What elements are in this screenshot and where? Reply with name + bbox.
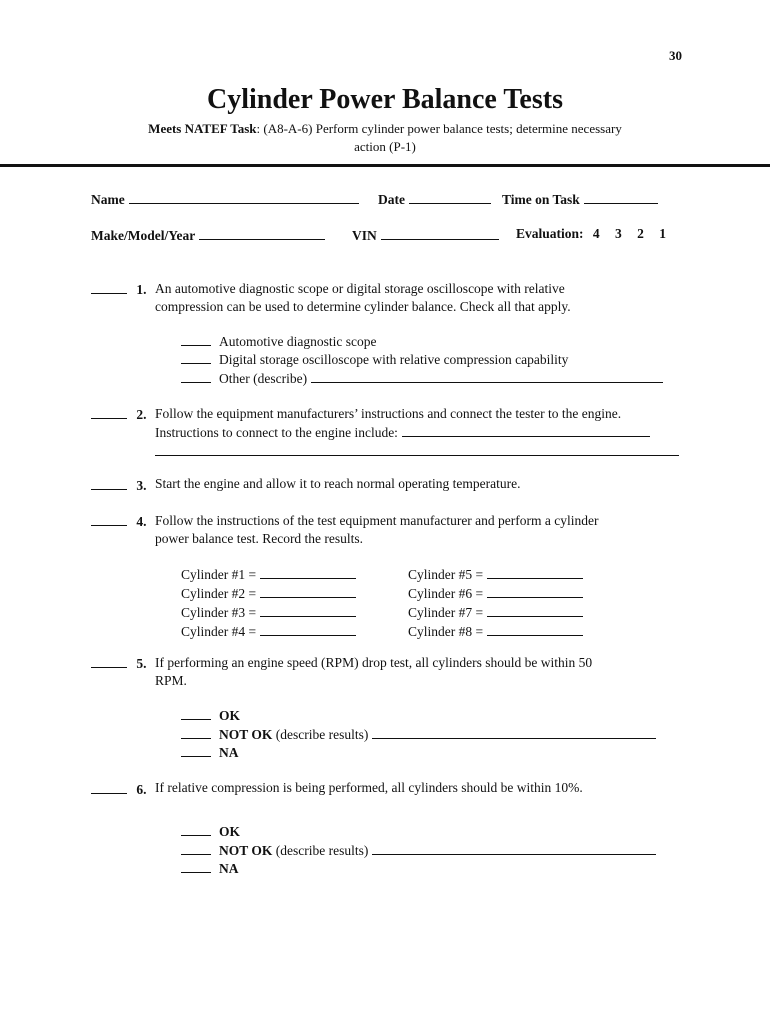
vin-input-line[interactable] — [381, 226, 499, 240]
question-1-number — [91, 280, 147, 298]
instructions-line-1[interactable] — [402, 423, 650, 437]
question-2-number — [91, 405, 147, 423]
cylinder-7-result — [408, 603, 583, 622]
checkbox-line[interactable] — [181, 744, 211, 757]
option-ok[interactable] — [181, 707, 656, 725]
date-field — [378, 190, 491, 208]
question-4-line-1: Follow the instructions of the test equipment manufacturer and perform a cylinder — [155, 513, 599, 528]
other-describe-line[interactable] — [311, 369, 663, 383]
name-input-line[interactable] — [129, 190, 359, 204]
cylinder-label: Cylinder #3 = — [181, 605, 257, 620]
question-2-check-line[interactable] — [91, 405, 127, 419]
evaluation-score-1[interactable]: 1 — [659, 226, 667, 241]
vin-field — [352, 226, 499, 244]
evaluation-score-4[interactable]: 4 — [592, 226, 600, 241]
question-2-line-1: Follow the equipment manufacturers’ instructions and connect the tester to the engine. — [155, 406, 622, 421]
cylinder-6-input[interactable] — [487, 584, 583, 598]
date-label: Date — [378, 192, 405, 207]
option-not-ok[interactable] — [181, 725, 656, 744]
checkbox-line[interactable] — [181, 707, 211, 720]
question-6-options — [181, 823, 656, 878]
question-5-label: 5. — [136, 656, 147, 671]
question-3-label: 3. — [136, 478, 147, 493]
option-not-ok[interactable] — [181, 841, 656, 860]
checkbox-line[interactable] — [181, 823, 211, 836]
task-description — [0, 120, 770, 156]
question-2-text — [155, 405, 650, 442]
question-3-check-line[interactable] — [91, 476, 127, 490]
question-1-line-2: compression can be used to determine cylinder balance. Check all that apply. — [155, 299, 571, 314]
describe-label: (describe results) — [275, 843, 369, 858]
name-field — [91, 190, 359, 208]
option-dso[interactable] — [181, 351, 663, 369]
question-4-label: 4. — [136, 514, 147, 529]
ok-label: OK — [219, 824, 241, 839]
checkbox-line[interactable] — [181, 370, 211, 383]
question-6-label: 6. — [136, 782, 147, 797]
question-2-label: 2. — [136, 407, 147, 422]
make-model-year-field — [91, 226, 325, 244]
question-2-line-2: Instructions to connect to the engine include: — [155, 425, 398, 440]
question-4-line-2: power balance test. Record the results. — [155, 531, 364, 546]
cylinder-label: Cylinder #6 = — [408, 586, 484, 601]
describe-label: (describe results) — [275, 727, 369, 742]
question-1-line-1: An automotive diagnostic scope or digital storage oscilloscope with relative — [155, 281, 565, 296]
cylinder-1-result — [181, 565, 356, 584]
question-5-text — [155, 654, 592, 690]
not-ok-label: NOT OK — [219, 843, 273, 858]
question-5-number — [91, 654, 147, 672]
instructions-line-2[interactable] — [155, 454, 679, 456]
evaluation-score-2[interactable]: 2 — [637, 226, 644, 241]
question-1-check-line[interactable] — [91, 280, 127, 294]
cylinder-2-input[interactable] — [260, 584, 356, 598]
make-model-year-input-line[interactable] — [199, 226, 325, 240]
checkbox-line[interactable] — [181, 333, 211, 346]
checkbox-line[interactable] — [181, 842, 211, 855]
question-6-check-line[interactable] — [91, 780, 127, 794]
name-label: Name — [91, 192, 125, 207]
question-6-text: If relative compression is being performed, all cylinders should be within 10%. — [155, 780, 583, 795]
task-text: : (A8-A-6) Perform cylinder power balance tests; determine necessary — [256, 121, 622, 136]
cylinder-label: Cylinder #1 = — [181, 567, 257, 582]
cylinder-label: Cylinder #4 = — [181, 624, 257, 639]
date-input-line[interactable] — [409, 190, 491, 204]
evaluation-score-3[interactable]: 3 — [615, 226, 622, 241]
cylinder-results-right — [408, 565, 583, 641]
question-5-check-line[interactable] — [91, 654, 127, 668]
cylinder-results-left — [181, 565, 356, 641]
question-4-text — [155, 512, 599, 548]
page-number: 30 — [669, 48, 682, 63]
cylinder-label: Cylinder #7 = — [408, 605, 484, 620]
cylinder-5-result — [408, 565, 583, 584]
cylinder-3-input[interactable] — [260, 603, 356, 617]
cylinder-8-result — [408, 622, 583, 641]
make-model-year-label: Make/Model/Year — [91, 228, 196, 243]
cylinder-4-result — [181, 622, 356, 641]
checkbox-line[interactable] — [181, 726, 211, 739]
option-label: Automotive diagnostic scope — [219, 334, 377, 349]
task-text-continued: action (P-1) — [354, 139, 416, 154]
option-ok[interactable] — [181, 823, 656, 841]
header-divider — [0, 164, 770, 167]
option-na[interactable] — [181, 860, 656, 878]
not-ok-label: NOT OK — [219, 727, 273, 742]
cylinder-2-result — [181, 584, 356, 603]
question-1-options — [181, 333, 663, 388]
cylinder-label: Cylinder #5 = — [408, 567, 484, 582]
page-title: Cylinder Power Balance Tests — [207, 84, 563, 115]
option-other[interactable] — [181, 369, 663, 388]
question-5-options — [181, 707, 656, 762]
na-label: NA — [219, 861, 239, 876]
time-on-task-label: Time on Task — [502, 192, 580, 207]
vin-label: VIN — [352, 228, 377, 243]
question-4-number — [91, 512, 147, 530]
cylinder-6-result — [408, 584, 583, 603]
question-1-text — [155, 280, 571, 316]
question-4-check-line[interactable] — [91, 512, 127, 526]
describe-results-line[interactable] — [372, 725, 656, 739]
time-on-task-input-line[interactable] — [584, 190, 658, 204]
cylinder-4-input[interactable] — [260, 622, 356, 636]
question-6-number — [91, 780, 147, 798]
question-3-text: Start the engine and allow it to reach normal operating temperature. — [155, 476, 521, 491]
cylinder-5-input[interactable] — [487, 565, 583, 579]
evaluation-label: Evaluation: — [516, 226, 584, 241]
question-5-line-1: If performing an engine speed (RPM) drop test, all cylinders should be within 50 — [155, 655, 593, 670]
time-on-task-field — [502, 190, 658, 208]
cylinder-label: Cylinder #8 = — [408, 624, 484, 639]
cylinder-label: Cylinder #2 = — [181, 586, 257, 601]
cylinder-8-input[interactable] — [487, 622, 583, 636]
option-na[interactable] — [181, 744, 656, 762]
task-label: Meets NATEF Task — [148, 121, 257, 136]
na-label: NA — [219, 745, 239, 760]
option-label: Digital storage oscilloscope with relative compression capability — [219, 352, 569, 367]
describe-results-line[interactable] — [372, 841, 656, 855]
option-label: Other (describe) — [219, 371, 308, 386]
cylinder-3-result — [181, 603, 356, 622]
option-automotive-scope[interactable] — [181, 333, 663, 351]
question-5-line-2: RPM. — [155, 673, 187, 688]
evaluation-field — [516, 226, 666, 242]
question-3-number — [91, 476, 147, 494]
checkbox-line[interactable] — [181, 351, 211, 364]
cylinder-7-input[interactable] — [487, 603, 583, 617]
ok-label: OK — [219, 708, 241, 723]
cylinder-1-input[interactable] — [260, 565, 356, 579]
question-1-label: 1. — [136, 282, 147, 297]
checkbox-line[interactable] — [181, 860, 211, 873]
